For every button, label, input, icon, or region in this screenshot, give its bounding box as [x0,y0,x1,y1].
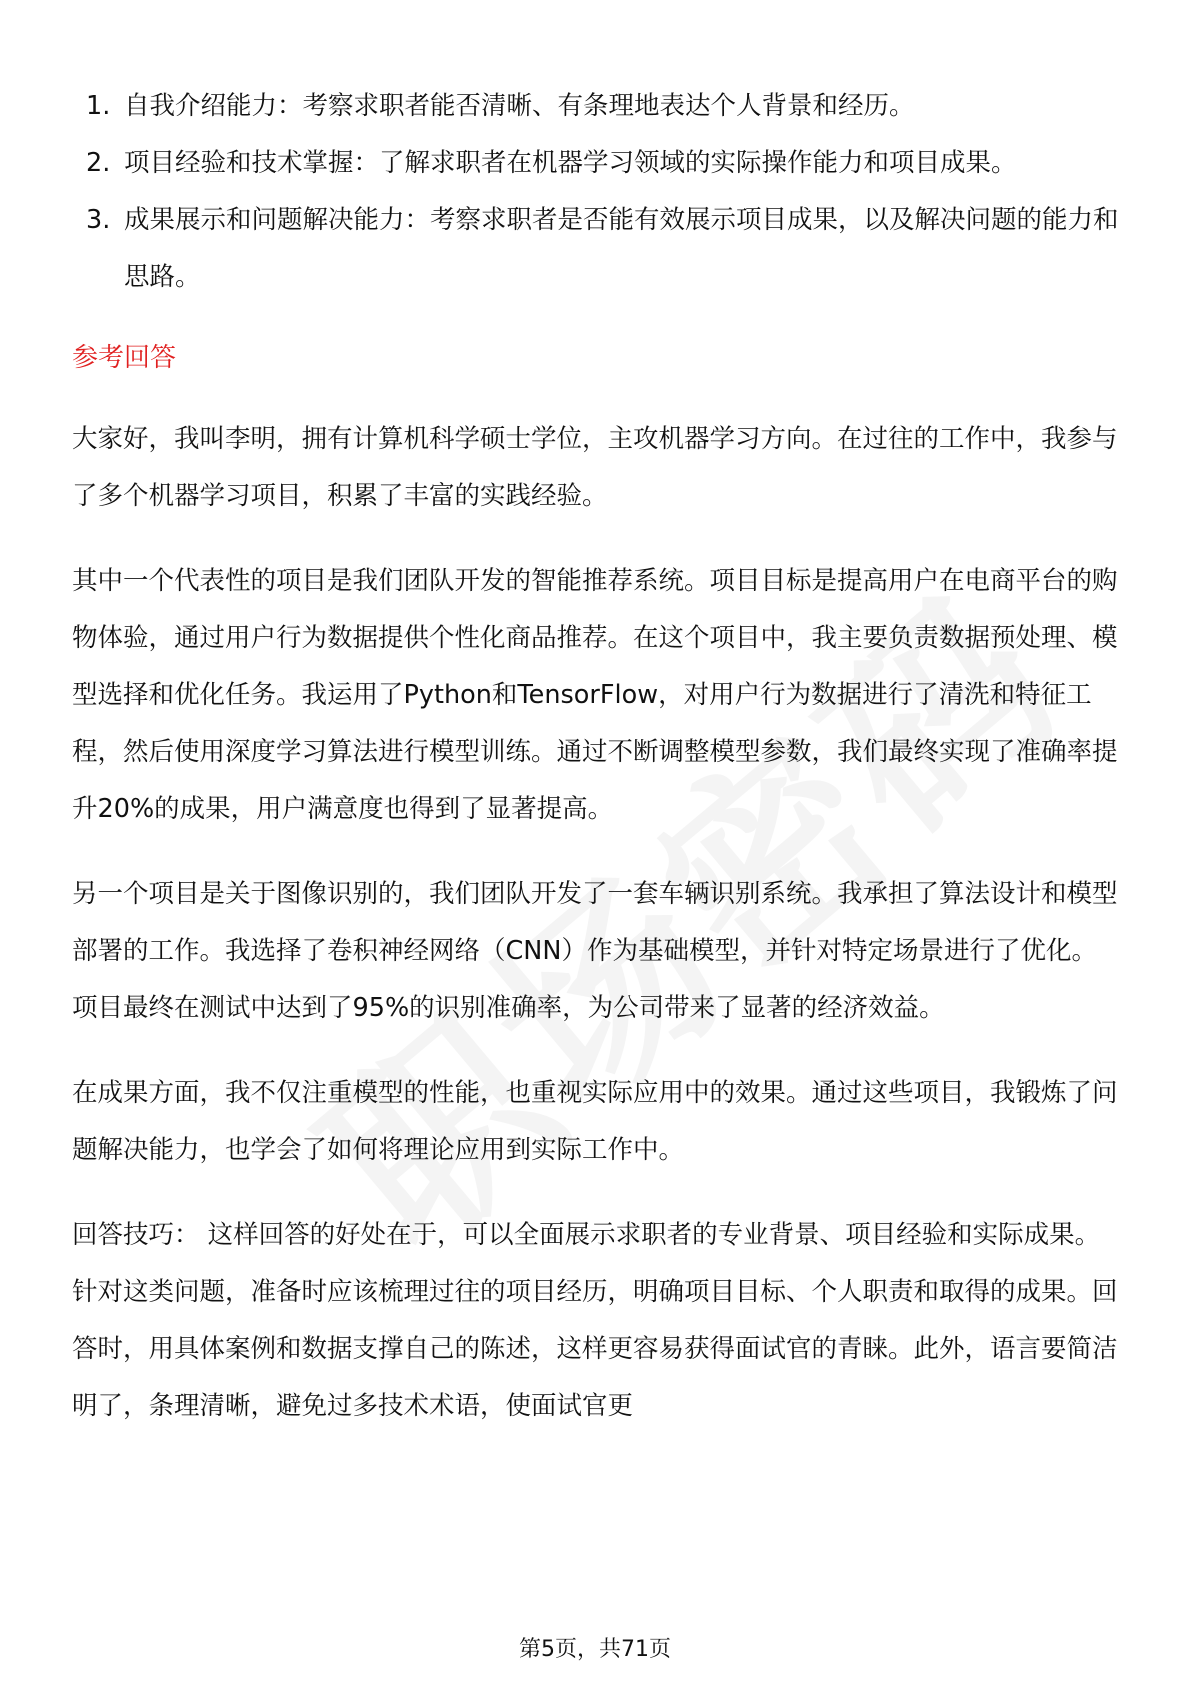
list-item-text: 项目经验和技术掌握：了解求职者在机器学习领域的实际操作能力和项目成果。 [124,148,1017,178]
list-item-number: 1. [86,91,111,121]
page-content [72,78,1122,1463]
paragraph: 其中一个代表性的项目是我们团队开发的智能推荐系统。项目目标是提高用户在电商平台的购物体验，通过用户行为数据提供个性化商品推荐。在这个项目中，我主要负责数据预处理、模型选择和优化任务。我运用了Python和TensorFlow，对用户行为数据进行了清洗和特征工程，然后使用深度学习算法进行模型训练。通过不断调整模型参数，我们最终实现了准确率提升20%的成果，用户满意度也得到了显著提高。 [72,566,1118,824]
paragraph: 回答技巧： 这样回答的好处在于，可以全面展示求职者的专业背景、项目经验和实际成果。针对这类问题，准备时应该梳理过往的项目经历，明确项目目标、个人职责和取得的成果。回答时，用具体案例和数据支撑自己的陈述，这样更容易获得面试官的青睐。此外，语言要简洁明了，条理清晰，避免过多技术术语，使面试官更 [72,1220,1118,1421]
list-item-number: 3. [86,205,111,235]
list-item-text: 自我介绍能力：考察求职者能否清晰、有条理地表达个人背景和经历。 [124,91,915,121]
list-item-text: 成果展示和问题解决能力：考察求职者是否能有效展示项目成果，以及解决问题的能力和思路。 [124,205,1119,292]
evaluation-points-list [72,78,1122,306]
paragraph: 另一个项目是关于图像识别的，我们团队开发了一套车辆识别系统。我承担了算法设计和模型部署的工作。我选择了卷积神经网络（CNN）作为基础模型，并针对特定场景进行了优化。项目最终在测试中达到了95%的识别准确率，为公司带来了显著的经济效益。 [72,879,1118,1023]
list-item-number: 2. [86,148,111,178]
list-item [72,192,1122,306]
list-item [72,135,1122,192]
list-item [72,78,1122,135]
paragraph: 大家好，我叫李明，拥有计算机科学硕士学位，主攻机器学习方向。在过往的工作中，我参与了多个机器学习项目，积累了丰富的实践经验。 [72,424,1118,511]
page-footer: 第5页，共71页 [519,1637,671,1662]
section-title: 参考回答 [72,343,177,373]
paragraph: 在成果方面，我不仅注重模型的性能，也重视实际应用中的效果。通过这些项目，我锻炼了问题解决能力，也学会了如何将理论应用到实际工作中。 [72,1078,1118,1165]
